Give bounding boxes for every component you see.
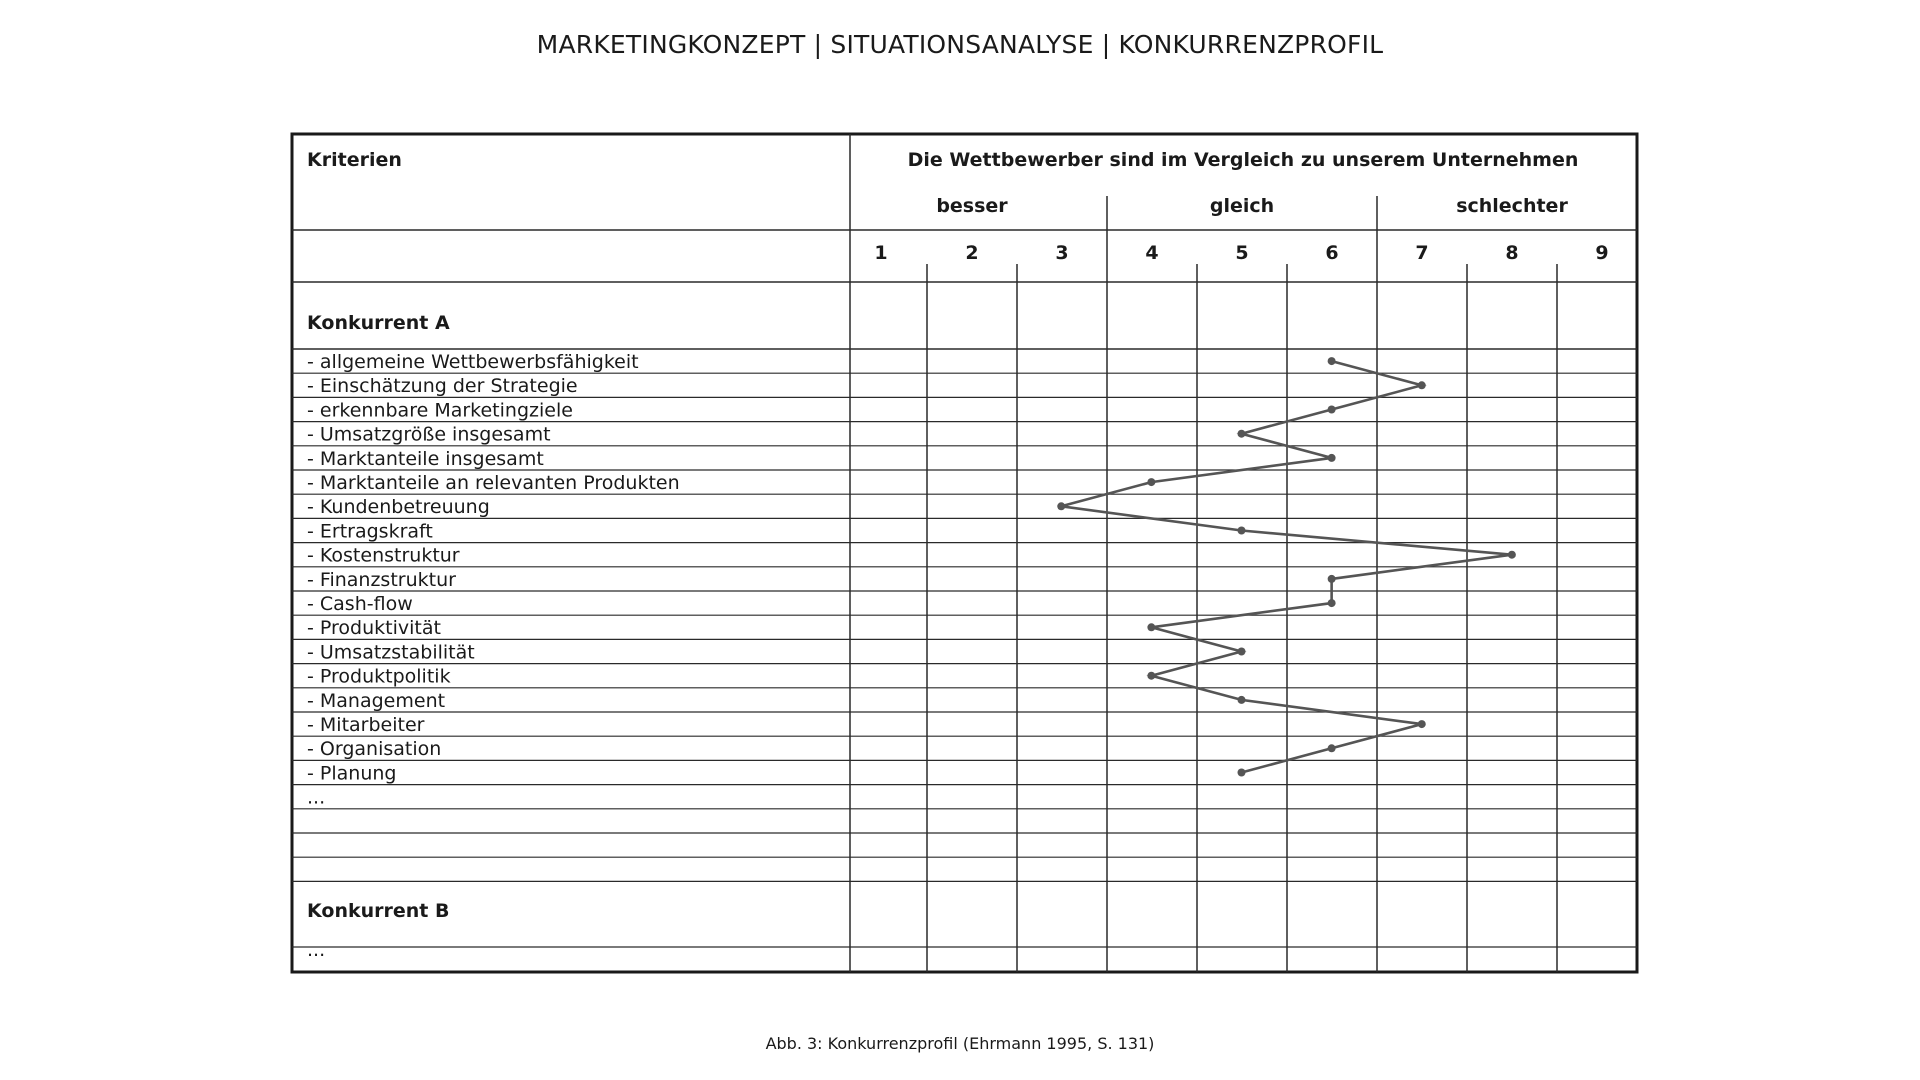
criterion-label: ... bbox=[307, 939, 326, 961]
criterion-label: - Finanzstruktur bbox=[307, 568, 456, 591]
criterion-label: - Management bbox=[307, 689, 446, 712]
criterion-label: - Planung bbox=[307, 762, 397, 785]
profile-point bbox=[1328, 406, 1336, 414]
criterion-label: - Organisation bbox=[307, 738, 442, 761]
scale-tick-label: 3 bbox=[1055, 242, 1069, 264]
scale-tick-label: 5 bbox=[1235, 242, 1249, 264]
criterion-label: - Mitarbeiter bbox=[307, 714, 425, 736]
criterion-label: - Umsatzstabilität bbox=[307, 641, 475, 664]
criterion-label: - Marktanteile insgesamt bbox=[307, 447, 544, 470]
criterion-label: - Kundenbetreuung bbox=[307, 496, 490, 519]
criterion-label: - Produktpolitik bbox=[307, 665, 451, 688]
figure-caption: Abb. 3: Konkurrenzprofil (Ehrmann 1995, S. 131) bbox=[765, 1034, 1155, 1053]
criterion-label: - allgemeine Wettbewerbsfähigkeit bbox=[307, 351, 639, 373]
profile-point bbox=[1238, 696, 1246, 704]
profile-point bbox=[1147, 623, 1155, 631]
criterion-label: - Cash-flow bbox=[307, 593, 413, 615]
profile-point bbox=[1057, 502, 1065, 510]
page-title: MARKETINGKONZEPT | SITUATIONSANALYSE | KONKURRENZPROFIL bbox=[536, 30, 1384, 59]
profile-point bbox=[1328, 357, 1336, 365]
profile-point bbox=[1238, 769, 1246, 777]
criterion-label: - Einschätzung der Strategie bbox=[307, 375, 578, 398]
group-label: schlechter bbox=[1456, 195, 1568, 217]
comparison-header: Die Wettbewerber sind im Vergleich zu unserem Unternehmen bbox=[907, 149, 1579, 171]
scale-tick-label: 2 bbox=[965, 242, 979, 264]
profile-point bbox=[1418, 381, 1426, 389]
section-label: Konkurrent B bbox=[307, 900, 450, 922]
profile-point bbox=[1328, 575, 1336, 583]
scale-tick-label: 7 bbox=[1415, 242, 1429, 264]
profile-point bbox=[1238, 648, 1246, 656]
criteria-header: Kriterien bbox=[307, 149, 402, 171]
criterion-label: - erkennbare Marketingziele bbox=[307, 399, 573, 422]
criterion-label: ... bbox=[307, 786, 326, 809]
profile-point bbox=[1328, 744, 1336, 752]
profile-point bbox=[1328, 599, 1336, 607]
scale-tick-label: 4 bbox=[1145, 242, 1159, 264]
profile-point bbox=[1147, 478, 1155, 486]
profile-point bbox=[1418, 720, 1426, 728]
table-text bbox=[307, 149, 1609, 961]
criterion-label: - Marktanteile an relevanten Produkten bbox=[307, 472, 680, 494]
scale-tick-label: 9 bbox=[1595, 242, 1609, 264]
profile-point bbox=[1508, 551, 1516, 559]
criterion-label: - Ertragskraft bbox=[307, 520, 433, 543]
group-label: gleich bbox=[1209, 195, 1275, 217]
section-label: Konkurrent A bbox=[307, 312, 450, 334]
profile-point bbox=[1238, 527, 1246, 535]
scale-tick-label: 1 bbox=[874, 242, 888, 264]
criterion-label: - Umsatzgröße insgesamt bbox=[307, 423, 551, 446]
criterion-label: - Kostenstruktur bbox=[307, 544, 460, 567]
scale-tick-label: 6 bbox=[1325, 242, 1339, 264]
profile-point bbox=[1238, 430, 1246, 438]
profile-point bbox=[1147, 672, 1155, 680]
scale-tick-label: 8 bbox=[1505, 242, 1519, 264]
group-label: besser bbox=[936, 195, 1008, 217]
profile-point bbox=[1328, 454, 1336, 462]
criterion-label: - Produktivität bbox=[307, 617, 441, 640]
